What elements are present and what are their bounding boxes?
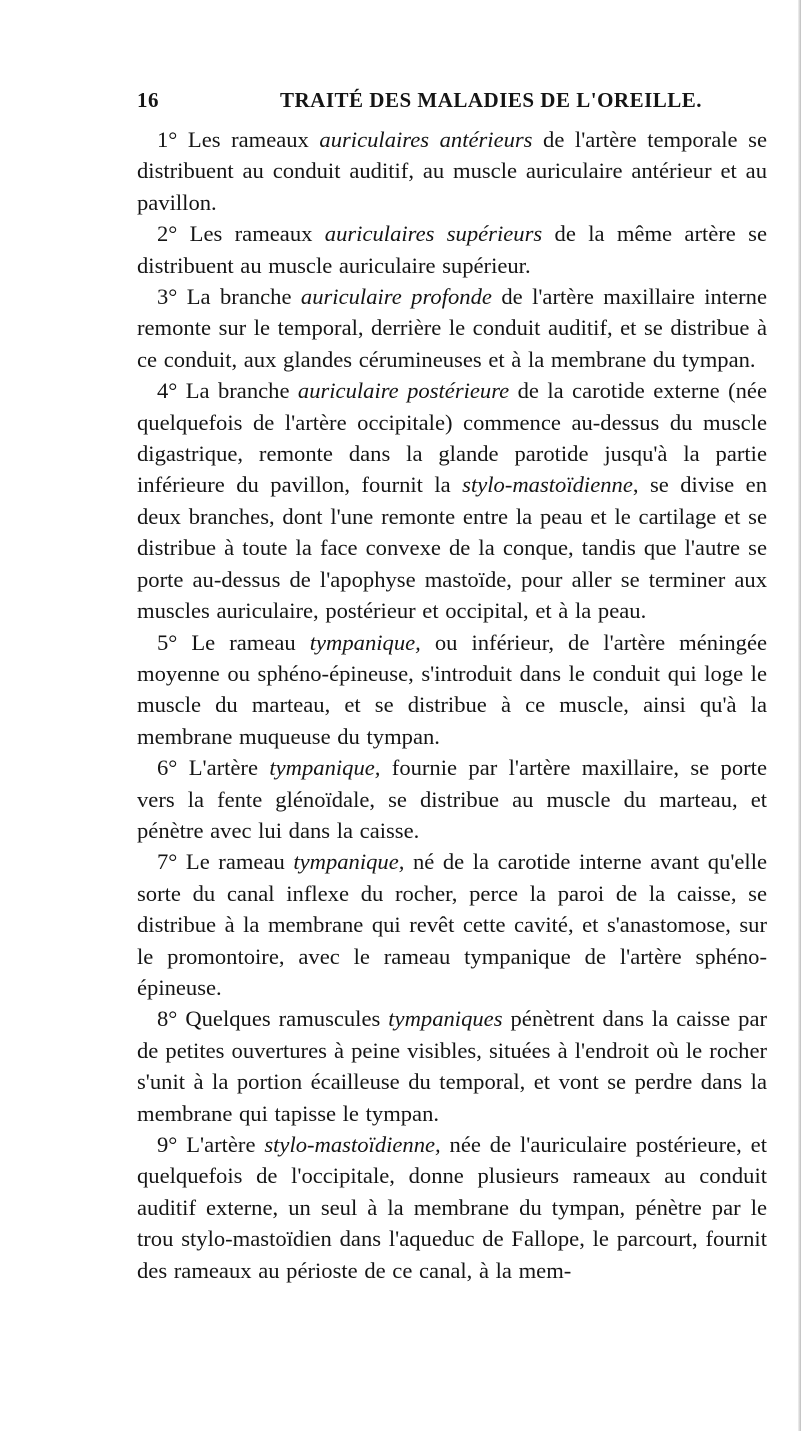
italic-term: auriculaires antérieurs [319,127,533,152]
body-text [137,124,767,1286]
text-run: 9° L'artère [157,1132,265,1157]
italic-term: tympaniques [388,1006,503,1032]
paragraph-7 [137,846,767,1003]
paragraph-1 [137,124,767,218]
paragraph-5 [137,627,767,753]
paragraph-9 [137,1129,767,1286]
paragraph-4 [137,375,767,626]
text-run: 8° Quelques ramuscules [157,1006,389,1032]
italic-term: tympanique, [269,755,381,781]
text-run: de l'artère temporale se distribuent au conduit auditif, au muscle auriculaire antérieur et au pavillon. [137,127,767,215]
page-header [137,88,757,118]
text-run: né de la carotide interne avant qu'elle sorte du canal inflexe du rocher, perce la paroi de la caisse, se distribue à la membrane qui revêt cette cavité, et s'anastomose, sur le promontoire, avec le rameau tympanique de l'artère sphéno-épineuse. [137,849,767,1000]
text-run: de la carotide externe (née quelquefois de l'artère occipitale) commence au-dessus du muscle digastrique, remonte dans la glande parotide jusqu'à la partie inférieure du pavillon, fournit la [137,378,767,498]
paragraph-6 [137,752,767,846]
text-run: pénètrent dans la caisse par de petites ouvertures à peine visibles, situées à l'endroit où le rocher s'unit à la portion écailleuse du temporal, et vont se perdre dans la membrane qui tapisse le tympan. [137,1006,768,1126]
paragraph-8 [137,1003,767,1129]
italic-term: tympanique, [309,629,421,655]
text-run: née de l'auriculaire postérieure, et quelquefois de l'occipitale, donne plusieurs rameaux au conduit auditif externe, un seul à la membrane du tympan, pénètre par le trou stylo-mastoïdien dans l'aqueduc de Fallope, le parcourt, fournit des rameaux au périoste de ce canal, à la mem- [137,1132,767,1283]
italic-term: auriculaires supérieurs [324,221,543,247]
text-run: 3° La branche [157,284,301,310]
text-run: fournie par l'artère maxillaire, se porte vers la fente glénoïdale, se distribue au muscle du marteau, et pénètre avec lui dans la caisse. [137,755,767,843]
text-run: 5° Le rameau [157,629,310,655]
page-number: 16 [137,88,159,112]
paragraph-3 [137,281,767,375]
italic-term: tympanique, [293,849,405,875]
text-run: de la même artère se distribuent au muscle auriculaire supérieur. [137,221,767,278]
text-run: , se divise en deux branches, dont l'une remonte entre la peau et le cartilage et se distribue à toute la face convexe de la conque, tandis que l'autre se porte au-dessus de l'apophyse mastoïde, pour aller se terminer aux muscles auriculaire, postérieur et occipital, et à la peau. [137,472,767,624]
running-title: TRAITÉ DES MALADIES DE L'OREILLE. [280,88,703,112]
text-run: de l'artère maxillaire interne remonte sur le temporal, derrière le conduit auditif, et se distribue à ce conduit, aux glandes cérumineuses et à la membrane du tympan. [137,284,768,372]
text-run: 1° Les rameaux [157,127,320,152]
text-run: ou inférieur, de l'artère méningée moyenne ou sphéno-épineuse, s'introduit dans le conduit qui loge le muscle du marteau, et se distribue à ce muscle, ainsi qu'à la membrane muqueuse du tympan. [137,629,768,749]
paragraph-2 [137,218,767,281]
text-run: 2° Les rameaux [157,221,325,247]
text-run: 7° Le rameau [157,849,294,875]
italic-term: auriculaire postérieure [297,378,510,404]
italic-term: auriculaire profonde [300,284,492,310]
text-run: 6° L'artère [157,755,270,781]
text-run: 4° La branche [157,378,298,404]
italic-term: stylo-mastoïdienne [462,472,633,498]
italic-term: stylo-mastoïdienne, [264,1132,441,1157]
